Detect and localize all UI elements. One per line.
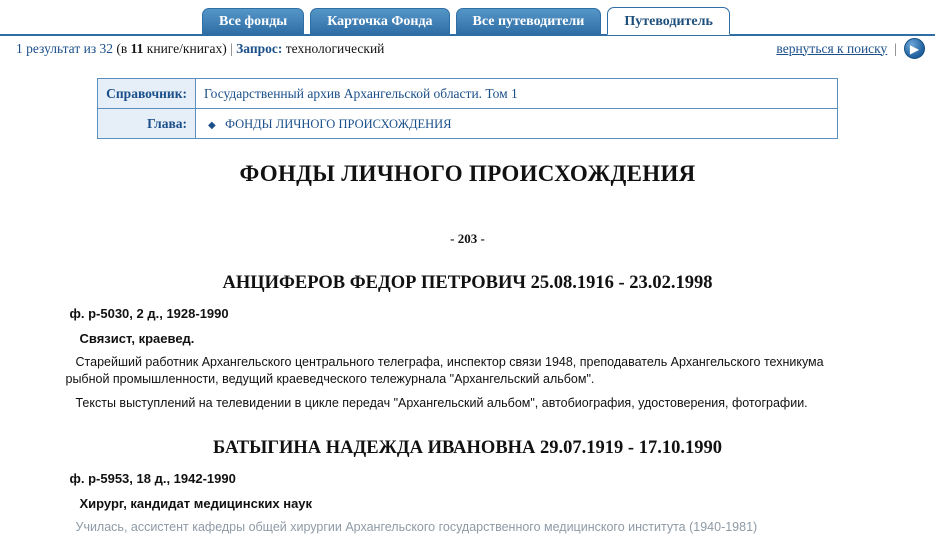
entry-fund: ф. р-5030, 2 д., 1928-1990 (69, 306, 229, 321)
query-label: Запрос: (236, 40, 283, 56)
tab-fund-card[interactable]: Карточка Фонда (310, 8, 449, 34)
reference-row (98, 79, 838, 109)
diamond-bullet-icon: ◆ (208, 119, 216, 131)
entry-paragraph: Училась, ассистент кафедры общей хирургии Архангельского государственного медицинского института (1940-1981) (75, 519, 758, 534)
entry-paragraph: Тексты выступлений на телевидении в цикле передач "Архангельский альбом", автобиография, удостоверения, фотографии. (75, 396, 808, 410)
back-controls (776, 38, 925, 59)
chapter-label: Глава: (98, 109, 196, 139)
page-number: - 203 - (450, 231, 485, 246)
list-item (66, 438, 870, 536)
chapter-link[interactable]: ФОНДЫ ЛИЧНОГО ПРОИСХОЖДЕНИЯ (225, 116, 452, 131)
tab-all-funds[interactable]: Все фонды (202, 8, 304, 34)
reference-label: Справочник: (98, 79, 196, 109)
entry-role: Связист, краевед. (79, 331, 195, 346)
entry-fund: ф. р-5953, 18 д., 1942-1990 (69, 470, 236, 486)
books-count: 11 (130, 40, 144, 56)
books-open-paren: (в (116, 40, 128, 56)
back-divider: | (894, 40, 897, 56)
next-arrow-icon[interactable]: ▶ (904, 38, 925, 59)
reference-value: Государственный архив Архангельской области. Том 1 (196, 79, 838, 109)
results-count-text: 1 результат из 32 (16, 40, 114, 56)
back-to-search-link[interactable]: вернуться к поиску (776, 40, 888, 56)
results-info-bar (0, 36, 935, 62)
info-divider: | (230, 40, 233, 56)
books-close-text: книге/книгах) (146, 40, 227, 56)
entry-role: Хирург, кандидат медицинских наук (79, 495, 313, 511)
document-body (58, 161, 878, 535)
entry-paragraph: Старейший работник Архангельского центрального телеграфа, инспектор связи 1948, преподаватель Архангельского техникума рыбной промышленности, ведущий краеведческого тележурнала "Архангельский альбом". (65, 355, 824, 386)
tab-guide[interactable]: Путеводитель (607, 7, 730, 35)
chapter-row (98, 109, 838, 139)
query-value: технологический (285, 40, 385, 56)
tab-all-guides[interactable]: Все путеводители (456, 8, 602, 34)
document-title: ФОНДЫ ЛИЧНОГО ПРОИСХОЖДЕНИЯ (239, 161, 696, 186)
tab-bar (0, 0, 935, 36)
list-item (66, 273, 870, 412)
guide-header-table (97, 78, 838, 139)
chapter-value-cell (196, 109, 838, 139)
entry-name: БАТЫГИНА НАДЕЖДА ИВАНОВНА 29.07.1919 - 17.10.1990 (213, 437, 722, 458)
results-summary (16, 41, 384, 57)
entry-name: АНЦИФЕРОВ ФЕДОР ПЕТРОВИЧ 25.08.1916 - 23.02.1998 (222, 273, 713, 293)
